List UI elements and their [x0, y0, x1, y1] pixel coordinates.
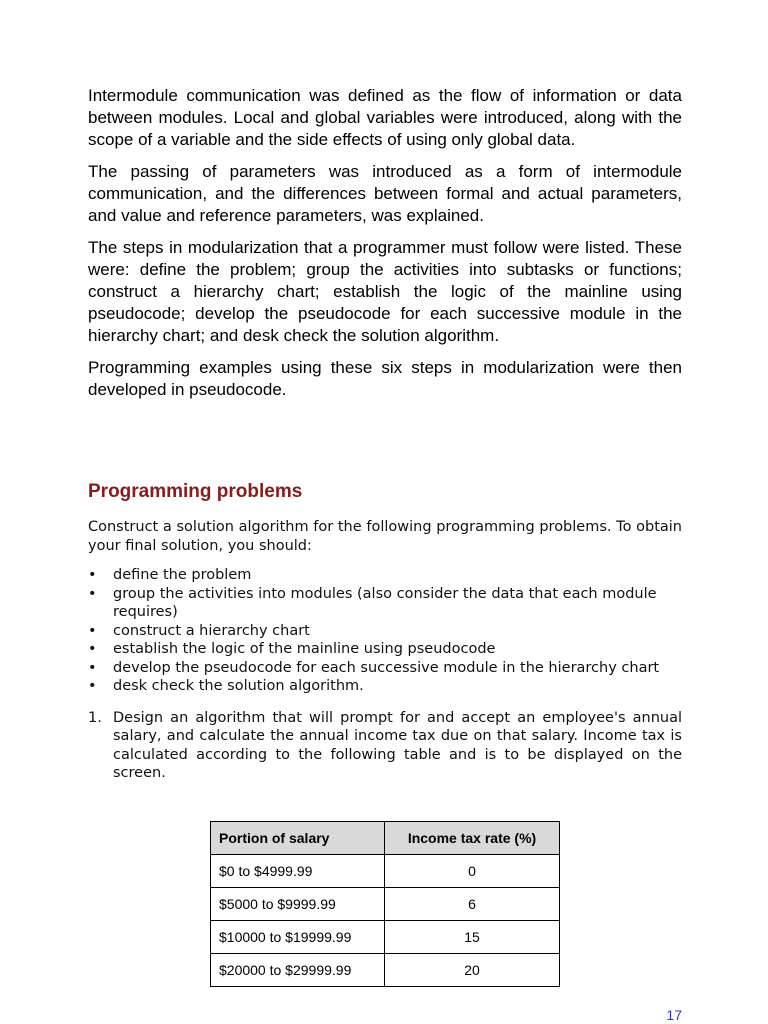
list-item: [88, 585, 682, 622]
salary-portion-cell: $5000 to $9999.99: [211, 888, 385, 921]
tax-rate-cell: 6: [385, 888, 560, 921]
bullet-icon: •: [88, 585, 97, 602]
programming-problems: [88, 518, 682, 783]
list-item: [88, 659, 682, 678]
step-text: establish the logic of the mainline using pseudocode: [113, 641, 496, 657]
summary-paragraph: The steps in modularization that a programmer must follow were listed. These were: define the problem; group the activities into subtasks or functions; construct a hierarchy chart; establish the logic of the mainline using pseudocode; develop the pseudocode for each successive module in the hierarchy chart; and desk check the solution algorithm.: [88, 238, 682, 345]
list-item: [88, 640, 682, 659]
step-text: construct a hierarchy chart: [113, 622, 310, 639]
step-text: desk check the solution algorithm.: [113, 678, 364, 694]
bullet-icon: •: [88, 622, 97, 639]
steps-list: [88, 566, 682, 696]
salary-portion-cell: $20000 to $29999.99: [211, 954, 385, 987]
bullet-icon: •: [88, 641, 97, 657]
chapter-summary: [88, 85, 682, 411]
page-number: 17: [666, 1007, 682, 1023]
salary-portion-cell: $10000 to $19999.99: [211, 921, 385, 954]
tax-rate-cell: 20: [385, 954, 560, 987]
table-row: [211, 954, 560, 987]
step-text: develop the pseudocode for each successive module in the hierarchy chart: [113, 659, 660, 676]
bullet-icon: •: [88, 659, 97, 676]
table-row: [211, 921, 560, 954]
question-text: Design an algorithm that will prompt for and accept an employee's annual salary, and calculate the annual income tax due on that salary. Income tax is calculated according to the following table and is to be displayed on the screen.: [113, 709, 682, 781]
list-item: [88, 622, 682, 641]
table-header-row: [211, 822, 560, 855]
problems-intro: Construct a solution algorithm for the following programming problems. To obtain your final solution, you should:: [88, 519, 682, 554]
table-row: [211, 855, 560, 888]
tax-rate-cell: 15: [385, 921, 560, 954]
step-text: define the problem: [113, 567, 252, 583]
step-text: group the activities into modules (also consider the data that each module requires): [113, 585, 657, 620]
summary-paragraph: Programming examples using these six steps in modularization were then developed in pseudocode.: [88, 358, 682, 399]
question-number: 1.: [88, 709, 102, 726]
summary-paragraph: Intermodule communication was defined as the flow of information or data between modules. Local and global variables were introduced, along with the scope of a variable and the side effects of using only global data.: [88, 86, 682, 149]
list-item: [88, 566, 682, 585]
tax-rate-cell: 0: [385, 855, 560, 888]
table-row: [211, 888, 560, 921]
bullet-icon: •: [88, 678, 97, 694]
question-1: [88, 709, 682, 783]
bullet-icon: •: [88, 567, 97, 583]
salary-portion-cell: $0 to $4999.99: [211, 855, 385, 888]
list-item: [88, 677, 682, 696]
summary-paragraph: The passing of parameters was introduced as a form of intermodule communication, and the differences between formal and actual parameters, and value and reference parameters, was explained.: [88, 162, 682, 225]
section-heading: Programming problems: [88, 481, 303, 502]
column-header-rate: Income tax rate (%): [385, 822, 560, 855]
income-tax-table: [210, 821, 560, 987]
column-header-portion: Portion of salary: [211, 822, 385, 855]
